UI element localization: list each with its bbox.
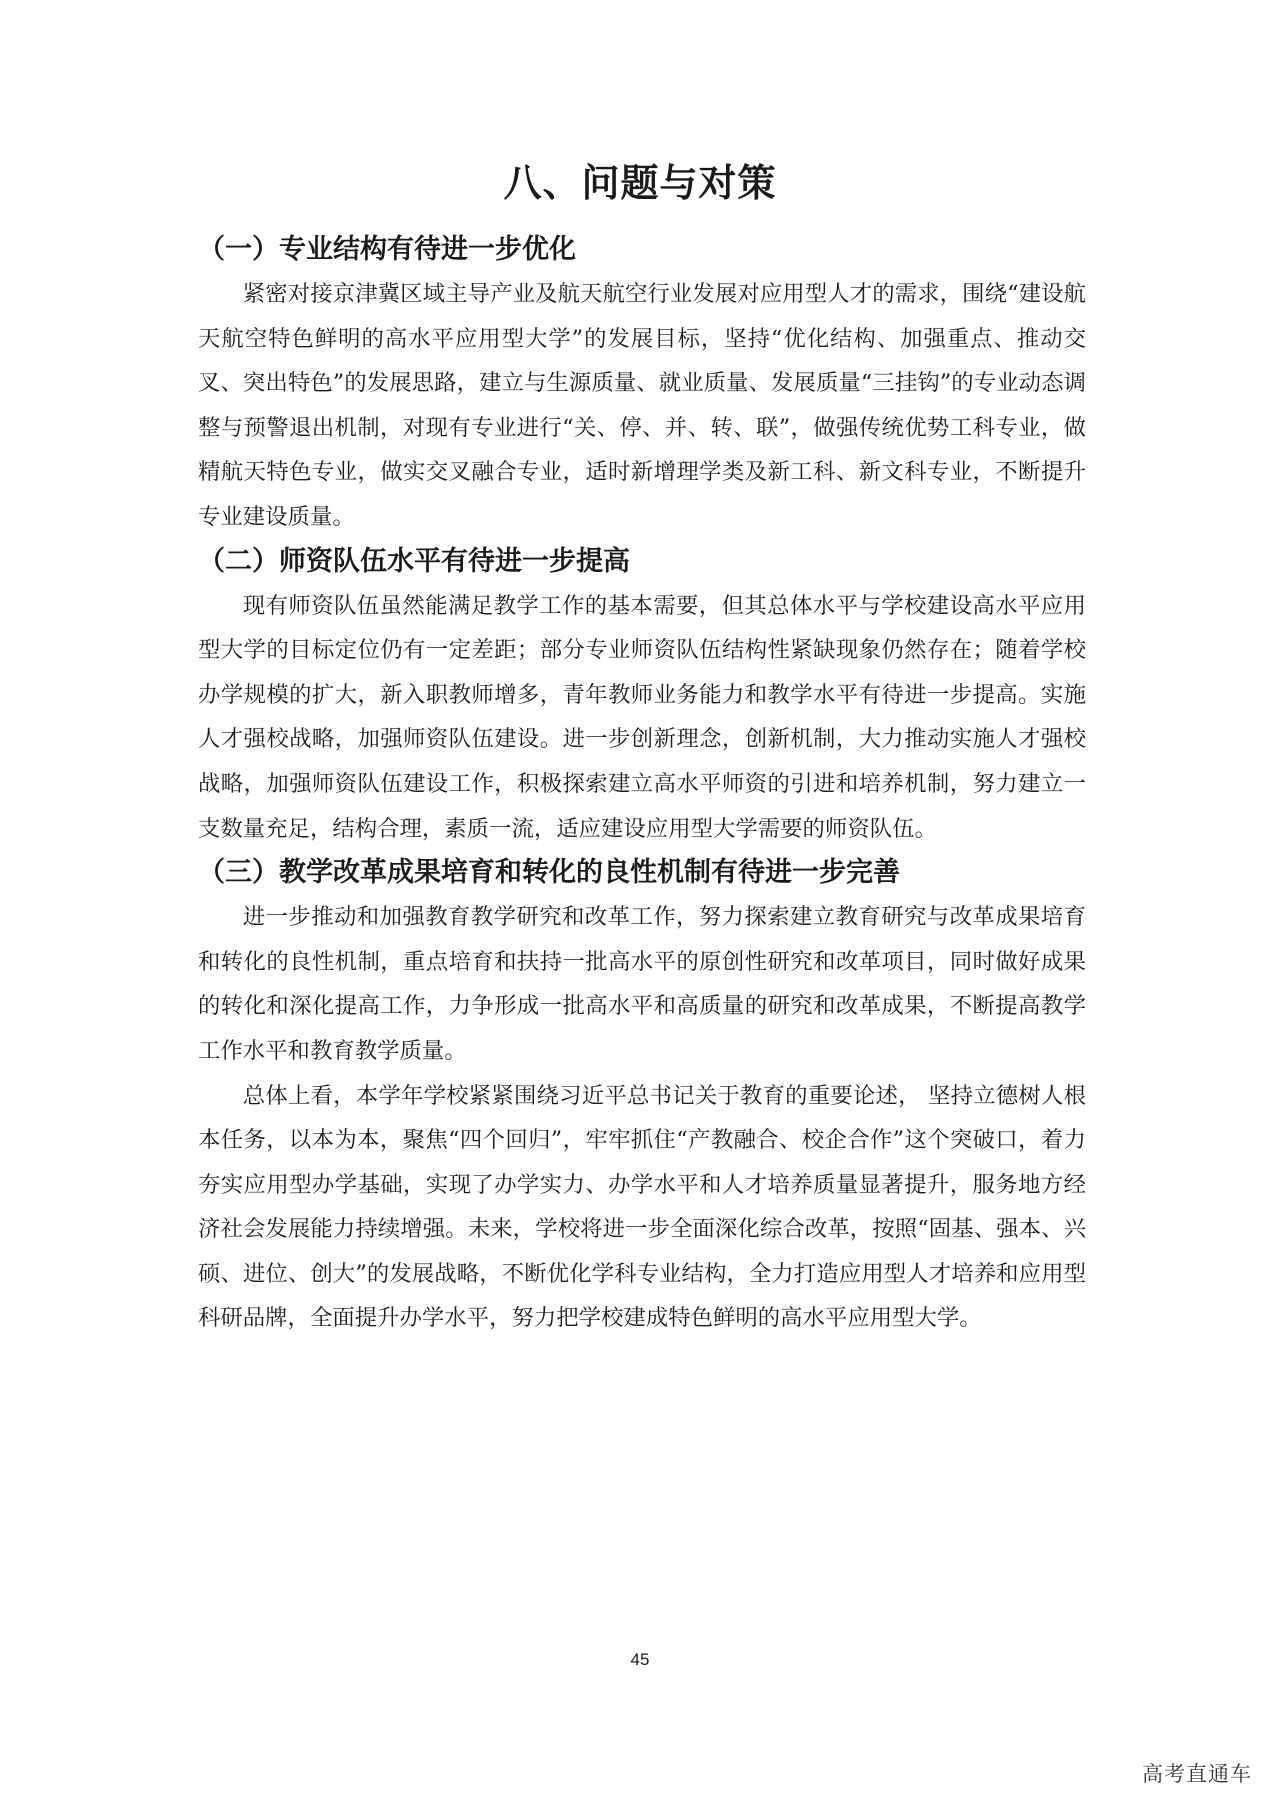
section-2 xyxy=(198,540,1086,852)
summary-paragraph: 总体上看，本学年学校紧紧围绕习近平总书记关于教育的重要论述， 坚持立德树人根本任务，以本为本，聚焦“四个回归”，牢牢抓住“产教融合、校企合作”这个突破口，着力夯实应用型办学基础，实现了办学实力、办学水平和人才培养质量显著提升，服务地方经济社会发展能力持续增强。未来，学校将进一步全面深化综合改革，按照“固基、强本、兴硕、进位、创大”的发展战略，不断优化学科专业结构，全力打造应用型人才培养和应用型科研品牌，全面提升办学水平，努力把学校建成特色鲜明的高水平应用型大学。 xyxy=(198,1082,1086,1332)
paragraph: 现有师资队伍虽然能满足教学工作的基本需要，但其总体水平与学校建设高水平应用型大学的目标定位仍有一定差距；部分专业师资队伍结构性紧缺现象仍然存在；随着学校办学规模的扩大，新入职教师增多，青年教师业务能力和教学水平有待进一步提高。实施人才强校战略，加强师资队伍建设。进一步创新理念，创新机制，大力推动实施人才强校战略，加强师资队伍建设工作，积极探索建立高水平师资的引进和培养机制，努力建立一支数量充足，结构合理，素质一流，适应建设应用型大学需要的师资队伍。 xyxy=(198,592,1086,842)
page-number: 45 xyxy=(630,1650,650,1669)
section-3 xyxy=(198,851,1086,1341)
section-heading: （三）教学改革成果培育和转化的良性机制有待进一步完善 xyxy=(198,857,900,889)
section-heading: （二）师资队伍水平有待进一步提高 xyxy=(198,545,630,577)
chapter-title: 八、问题与对策 xyxy=(503,161,777,205)
watermark-label: 高考直通车 xyxy=(1142,1762,1252,1786)
paragraph: 紧密对接京津冀区域主导产业及航天航空行业发展对应用型人才的需求，围绕“建设航天航空特色鲜明的高水平应用型大学”的发展目标，坚持“优化结构、加强重点、推动交叉、突出特色”的发展思路，建立与生源质量、就业质量、发展质量“三挂钩”的专业动态调整与预警退出机制，对现有专业进行“关、停、并、转、联”，做强传统优势工科专业，做精航天特色专业，做实交叉融合专业，适时新增理学类及新工科、新文科专业，不断提升专业建设质量。 xyxy=(198,281,1086,530)
document-body xyxy=(198,228,1086,1341)
section-1 xyxy=(198,228,1086,540)
section-heading: （一）专业结构有待进一步优化 xyxy=(198,234,576,265)
paragraph: 进一步推动和加强教育教学研究和改革工作，努力探索建立教育研究与改革成果培育和转化的良性机制，重点培育和扶持一批高水平的原创性研究和改革项目，同时做好成果的转化和深化提高工作，力争形成一批高水平和高质量的研究和改革成果，不断提高教学工作水平和教育教学质量。 xyxy=(198,904,1086,1064)
